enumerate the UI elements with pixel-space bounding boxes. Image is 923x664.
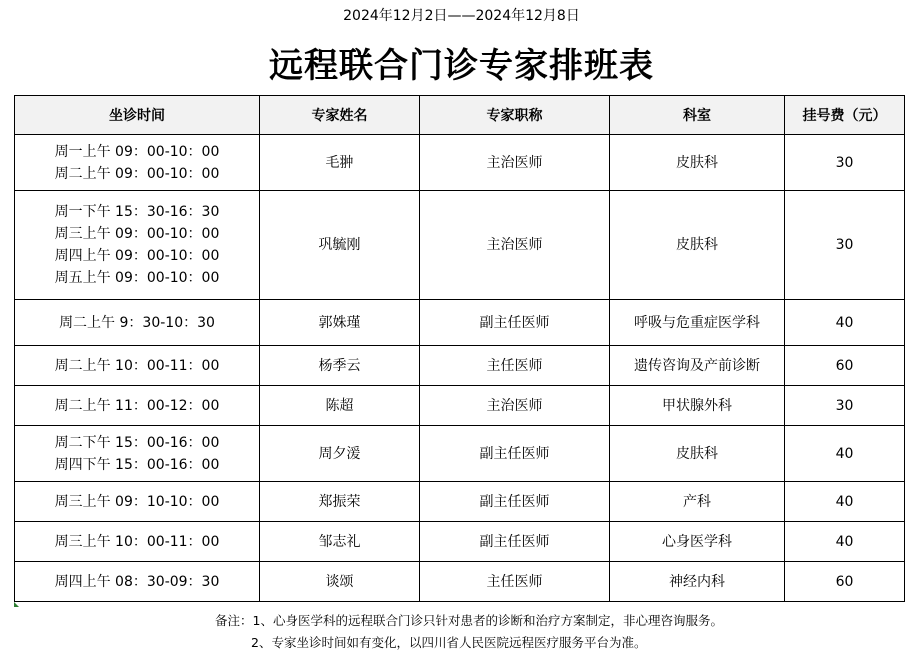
doctor-title: 副主任医师 bbox=[420, 522, 610, 562]
registration-fee: 40 bbox=[785, 300, 905, 346]
doctor-name: 陈超 bbox=[260, 386, 420, 426]
schedule-table bbox=[14, 95, 905, 602]
doctor-title: 副主任医师 bbox=[420, 482, 610, 522]
table-row bbox=[15, 386, 905, 426]
department: 皮肤科 bbox=[610, 135, 785, 191]
doctor-title: 主治医师 bbox=[420, 135, 610, 191]
doctor-name: 杨季云 bbox=[260, 346, 420, 386]
time-slot: 周三上午 09：00-10：00 bbox=[54, 226, 220, 242]
table-header-row bbox=[15, 96, 905, 135]
department: 心身医学科 bbox=[610, 522, 785, 562]
doctor-name: 周夕湲 bbox=[260, 426, 420, 482]
department: 产科 bbox=[610, 482, 785, 522]
doctor-title: 主任医师 bbox=[420, 346, 610, 386]
notes-block bbox=[215, 610, 723, 654]
time-slot: 周四下午 15：00-16：00 bbox=[54, 456, 220, 473]
time-slot: 周四上午 08：30-09：30 bbox=[54, 573, 220, 590]
doctor-title: 副主任医师 bbox=[420, 426, 610, 482]
page-title: 远程联合门诊专家排班表 bbox=[269, 46, 654, 86]
time-slot: 周二上午 11：00-12：00 bbox=[54, 397, 220, 414]
doctor-name: 毛翀 bbox=[260, 135, 420, 191]
doctor-name: 郑振荣 bbox=[260, 482, 420, 522]
time-slot: 周二上午 9：30-10：30 bbox=[59, 314, 215, 331]
time-cell bbox=[15, 346, 260, 386]
time-cell bbox=[15, 135, 260, 191]
registration-fee: 40 bbox=[785, 522, 905, 562]
registration-fee: 60 bbox=[785, 562, 905, 602]
time-slot: 周二上午 10：00-11：00 bbox=[54, 357, 220, 374]
registration-fee: 30 bbox=[785, 191, 905, 300]
time-slot: 周四上午 09：00-10：00 bbox=[54, 248, 220, 264]
registration-fee: 60 bbox=[785, 346, 905, 386]
department: 遗传咨询及产前诊断 bbox=[610, 346, 785, 386]
doctor-name: 谈颂 bbox=[260, 562, 420, 602]
table-row bbox=[15, 482, 905, 522]
time-cell bbox=[15, 482, 260, 522]
registration-fee: 40 bbox=[785, 482, 905, 522]
time-cell bbox=[15, 426, 260, 482]
cell-corner-marker bbox=[14, 602, 19, 607]
registration-fee: 30 bbox=[785, 386, 905, 426]
table-row bbox=[15, 346, 905, 386]
department: 甲状腺外科 bbox=[610, 386, 785, 426]
registration-fee: 30 bbox=[785, 135, 905, 191]
doctor-title: 副主任医师 bbox=[420, 300, 610, 346]
table-row bbox=[15, 426, 905, 482]
registration-fee: 40 bbox=[785, 426, 905, 482]
doctor-name: 邹志礼 bbox=[260, 522, 420, 562]
department: 皮肤科 bbox=[610, 191, 785, 300]
time-cell bbox=[15, 191, 260, 300]
doctor-name: 郭姝瑾 bbox=[260, 300, 420, 346]
table-row bbox=[15, 191, 905, 300]
department: 神经内科 bbox=[610, 562, 785, 602]
column-header-fee: 挂号费（元） bbox=[785, 96, 905, 135]
column-header-title: 专家职称 bbox=[420, 96, 610, 135]
time-slot: 周五上午 09：00-10：00 bbox=[54, 270, 220, 286]
column-header-dept: 科室 bbox=[610, 96, 785, 135]
time-slot: 周二下午 15：00-16：00 bbox=[54, 434, 220, 451]
time-slot: 周三上午 09：10-10：00 bbox=[54, 493, 220, 510]
time-cell bbox=[15, 386, 260, 426]
doctor-title: 主治医师 bbox=[420, 191, 610, 300]
time-slot: 周一上午 09：00-10：00 bbox=[54, 143, 220, 160]
time-cell bbox=[15, 562, 260, 602]
column-header-name: 专家姓名 bbox=[260, 96, 420, 135]
time-cell bbox=[15, 522, 260, 562]
time-slot: 周二上午 09：00-10：00 bbox=[54, 165, 220, 182]
doctor-title: 主任医师 bbox=[420, 562, 610, 602]
column-header-time: 坐诊时间 bbox=[15, 96, 260, 135]
table-row bbox=[15, 562, 905, 602]
note-line-1: 备注：1、心身医学科的远程联合门诊只针对患者的诊断和治疗方案制定，非心理咨询服务。 bbox=[215, 613, 723, 628]
date-range: 2024年12月2日——2024年12月8日 bbox=[343, 8, 580, 24]
doctor-title: 主治医师 bbox=[420, 386, 610, 426]
table-row bbox=[15, 300, 905, 346]
time-cell bbox=[15, 300, 260, 346]
note-line-2: 2、专家坐诊时间如有变化，以四川省人民医院远程医疗服务平台为准。 bbox=[251, 635, 647, 650]
department: 呼吸与危重症医学科 bbox=[610, 300, 785, 346]
time-slot: 周三上午 10：00-11：00 bbox=[54, 533, 220, 550]
table-row bbox=[15, 522, 905, 562]
time-slot: 周一下午 15：30-16：30 bbox=[54, 204, 220, 220]
table-row bbox=[15, 135, 905, 191]
doctor-name: 巩毓刚 bbox=[260, 191, 420, 300]
department: 皮肤科 bbox=[610, 426, 785, 482]
